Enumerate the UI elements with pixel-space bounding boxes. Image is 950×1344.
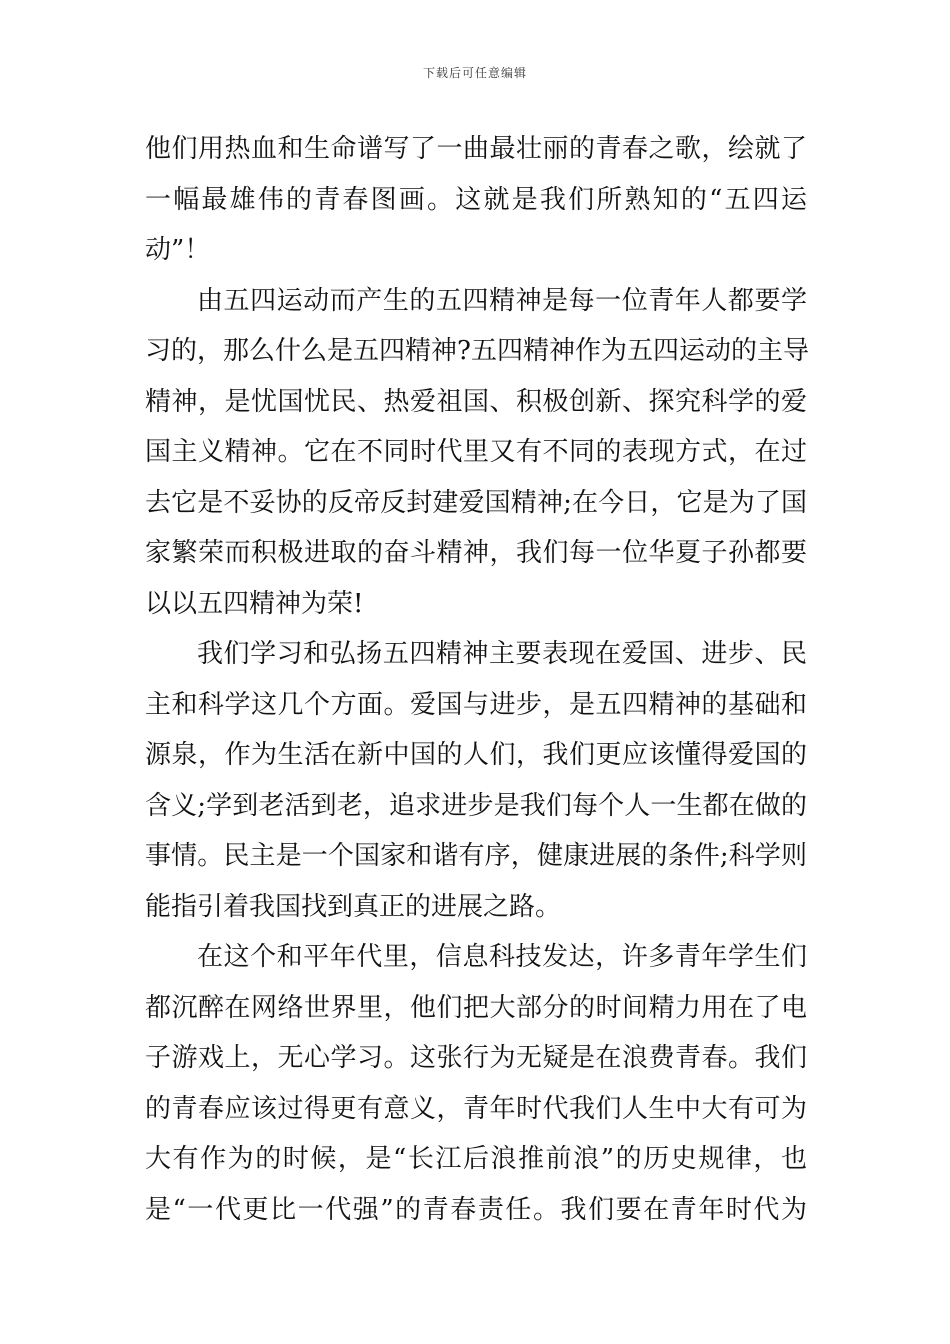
text-line: 国主义精神。它在不同时代里又有不同的表现方式，在过 xyxy=(145,437,807,467)
text-line: 源泉，作为生活在新中国的人们，我们更应该懂得爱国的 xyxy=(145,740,807,770)
text-line: 由五四运动而产生的五四精神是每一位青年人都要学 xyxy=(197,285,807,316)
text-line: 大有作为的时候，是“长江后浪推前浪”的历史规律，也 xyxy=(145,1144,807,1174)
text-line: 家繁荣而积极进取的奋斗精神，我们每一位华夏子孙都要 xyxy=(145,538,807,568)
text-line: 能指引着我国找到真正的进展之路。 xyxy=(145,891,562,922)
text-line: 习的，那么什么是五四精神?五四精神作为五四运动的主导 xyxy=(145,336,809,366)
text-line: 都沉醉在网络世界里，他们把大部分的时间精力用在了电 xyxy=(145,992,807,1023)
text-line: 一幅最雄伟的青春图画。这就是我们所熟知的“五四运 xyxy=(145,184,807,215)
body-text xyxy=(145,124,807,1235)
text-line: 动”！ xyxy=(145,235,211,265)
text-line: 精神，是忧国忧民、热爱祖国、积极创新、探究科学的爱 xyxy=(145,386,807,417)
text-line: 事情。民主是一个国家和谐有序，健康进展的条件;科学则 xyxy=(145,841,807,871)
text-line: 含义;学到老活到老，追求进步是我们每个人一生都在做的 xyxy=(145,790,807,821)
text-line: 主和科学这几个方面。爱国与进步，是五四精神的基础和 xyxy=(145,689,807,720)
text-line: 是“一代更比一代强”的青春责任。我们要在青年时代为 xyxy=(145,1194,807,1225)
text-line: 去它是不妥协的反帝反封建爱国精神;在今日，它是为了国 xyxy=(145,487,807,518)
text-line: 子游戏上，无心学习。这张行为无疑是在浪费青春。我们 xyxy=(145,1043,807,1073)
text-line: 以以五四精神为荣! xyxy=(145,588,364,619)
text-line: 的青春应该过得更有意义，青年时代我们人生中大有可为 xyxy=(145,1093,807,1124)
text-line: 我们学习和弘扬五四精神主要表现在爱国、进步、民 xyxy=(197,639,807,669)
text-line: 他们用热血和生命谱写了一曲最壮丽的青春之歌，绘就了 xyxy=(145,134,807,164)
text-line: 在这个和平年代里，信息科技发达，许多青年学生们 xyxy=(197,942,807,972)
page-header: 下载后可任意编辑 xyxy=(422,66,527,80)
